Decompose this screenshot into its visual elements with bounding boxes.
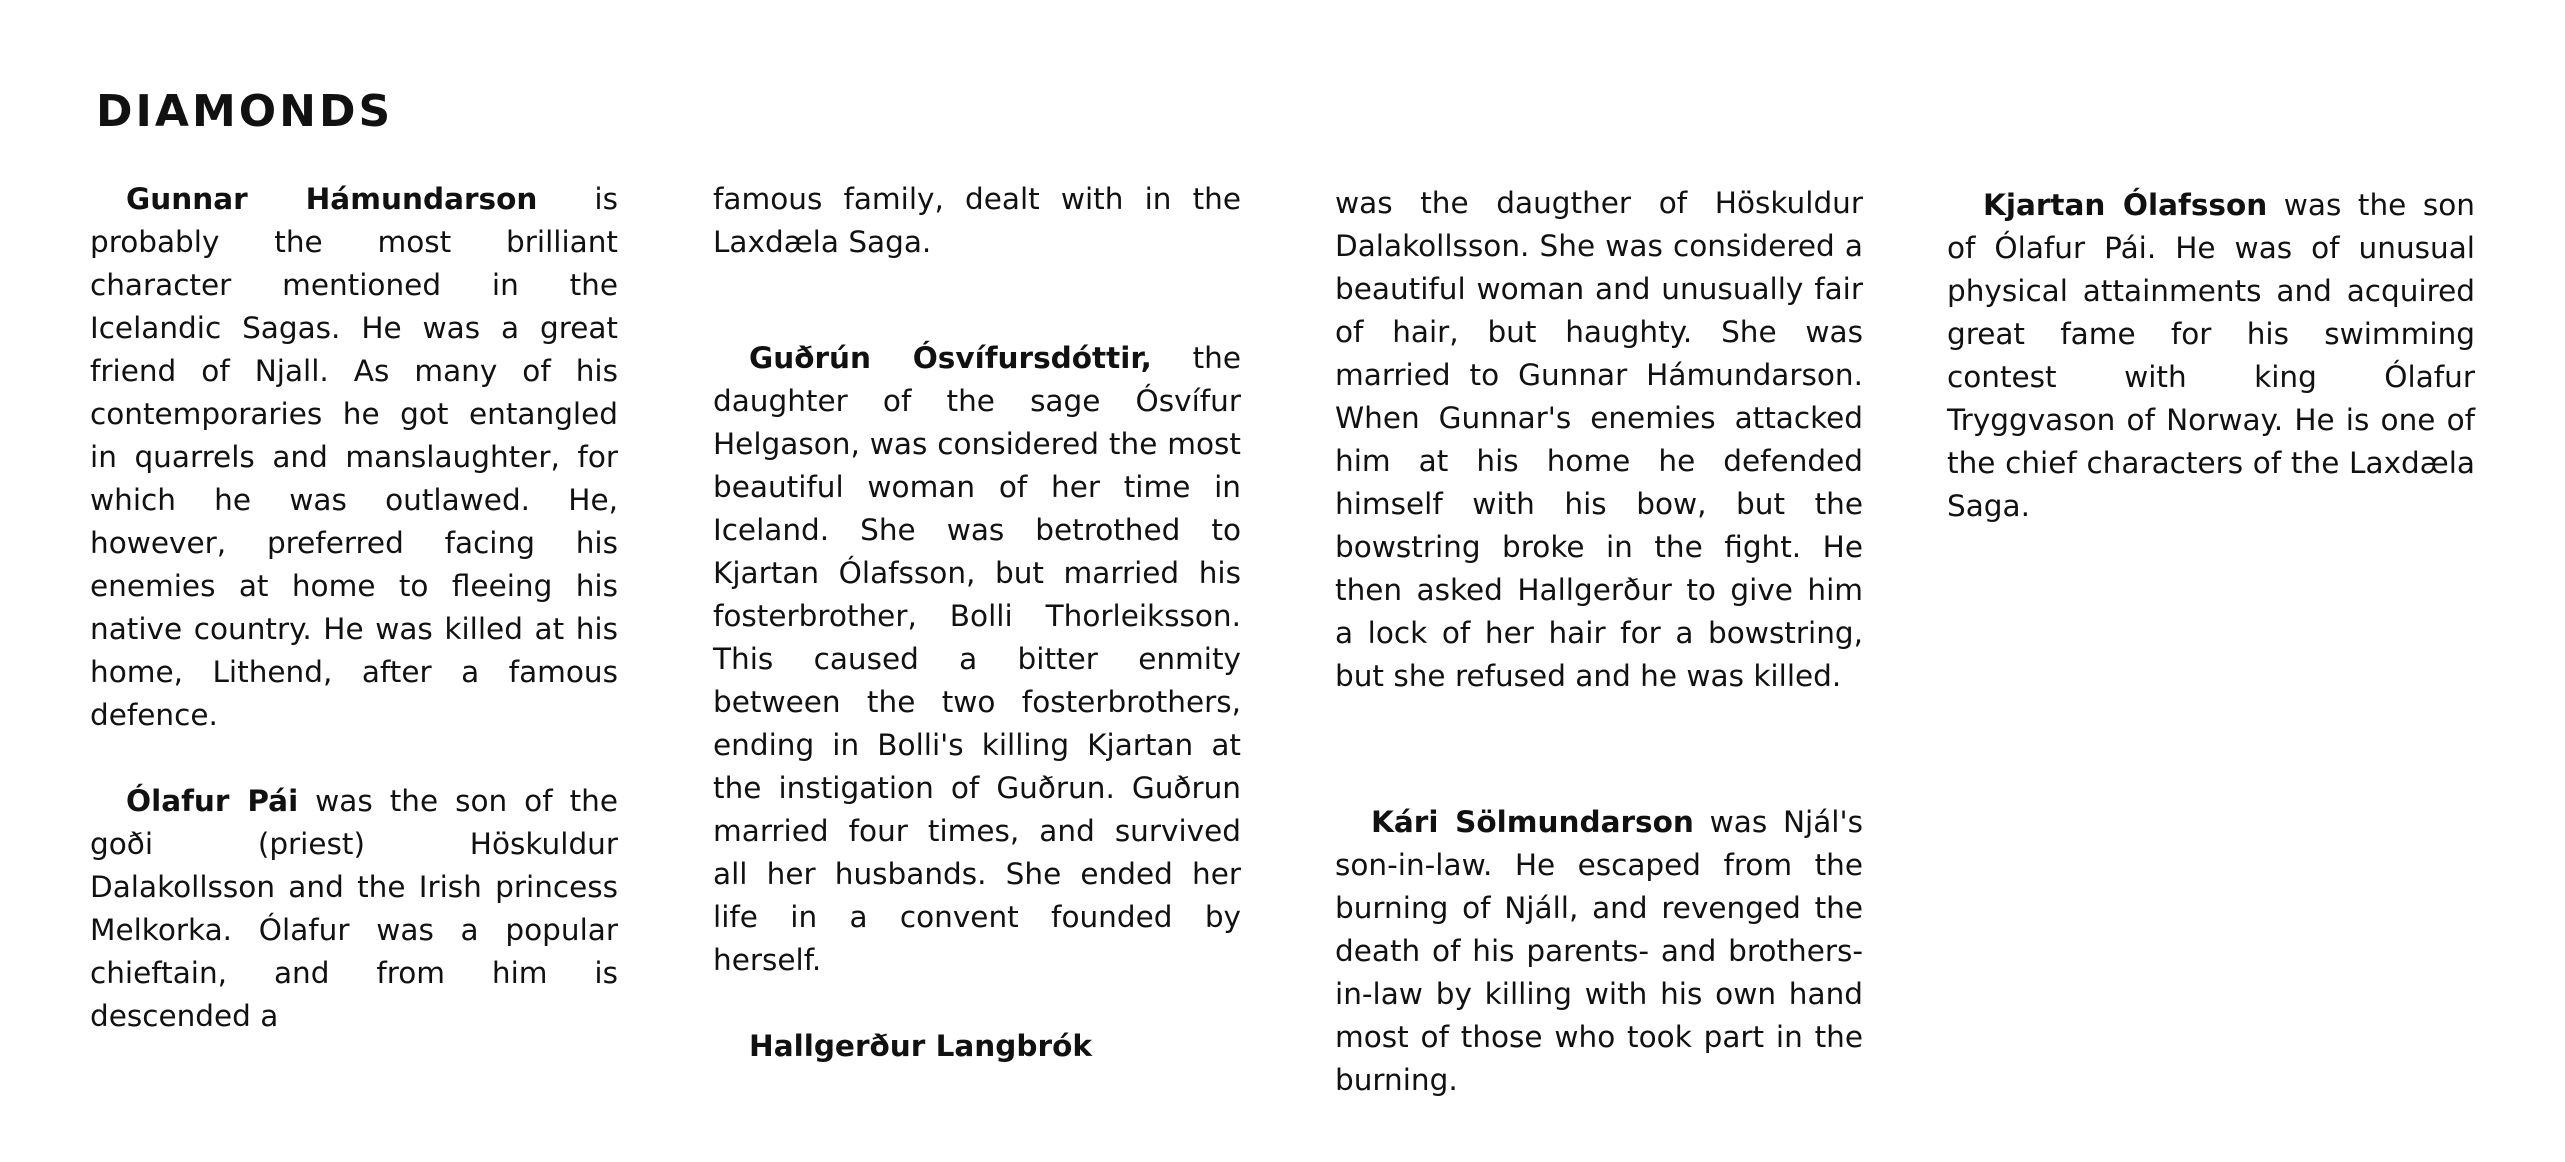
column-1 <box>90 178 618 1038</box>
entry-name: Ólafur Pái <box>126 784 299 818</box>
entry-kjartan <box>1947 184 2475 528</box>
entry-hallgerdur <box>713 1025 1241 1068</box>
entry-name: Kjartan Ólafsson <box>1983 188 2268 222</box>
column-3 <box>1335 182 1863 1102</box>
entry-gunnar <box>90 178 618 737</box>
entry-gudrun <box>713 337 1241 982</box>
entry-kari <box>1335 801 1863 1102</box>
entry-name: Guðrún Ósvífursdóttir, <box>749 341 1152 375</box>
column-4 <box>1947 184 2475 528</box>
column-2 <box>713 178 1241 1068</box>
entry-text: the daughter of the sage Ósvífur Helgason, was considered the most beautiful woman of her time in Iceland. She was betrothed to Kjartan Ólafsson, but married his fosterbrother, Bolli Thorleiksson. This caused a bitter enmity between the two fosterbrothers, ending in Bolli's killing Kjartan at the instigation of Guðrun. Guðrun married four times, and survived all her husbands. She ended her life in a convent founded by herself. <box>713 341 1242 977</box>
entry-olafur-continuation: famous family, dealt with in the Laxdæla Saga. <box>713 182 1241 259</box>
entry-text: was Njál's son-in-law. He escaped from the burning of Njáll, and revenged the death of his parents- and brothers-in-law by killing with his own hand most of those who took part in the burning. <box>1335 805 1863 1097</box>
entry-text: is probably the most brilliant character mentioned in the Icelandic Sagas. He was a great friend of Njall. As many of his contemporaries he got entangled in quarrels and manslaughter, for which he was outlawed. He, however, preferred facing his enemies at home to fleeing his native country. He was killed at his home, Lithend, after a famous defence. <box>90 182 618 732</box>
entry-name: Hallgerður Langbrók <box>749 1029 1092 1063</box>
entry-name: Kári Sölmundarson <box>1371 805 1694 839</box>
entry-olafur <box>90 780 618 1038</box>
entry-text: was the son of the goði (priest) Höskuldur Dalakollsson and the Irish princess Melkorka. Ólafur was a popular chieftain, and from him is descended a <box>90 784 618 1033</box>
entry-text: was the son of Ólafur Pái. He was of unusual physical attainments and acquired great fame for his swimming contest with king Ólafur Tryggvason of Norway. He is one of the chief characters of the Laxdæla Saga. <box>1947 188 2476 523</box>
entry-hallgerdur-continuation: was the daugther of Höskuldur Dalakollsson. She was considered a beautiful woman and unusually fair of hair, but haughty. She was married to Gunnar Hámundarson. When Gunnar's enemies attacked him at his home he defended himself with his bow, but the bowstring broke in the fight. He then asked Hallgerður to give him a lock of her hair for a bowstring, but she refused and he was killed. <box>1335 186 1863 693</box>
entry-name: Gunnar Hámundarson <box>126 182 538 216</box>
page-title: DIAMONDS <box>96 86 394 137</box>
